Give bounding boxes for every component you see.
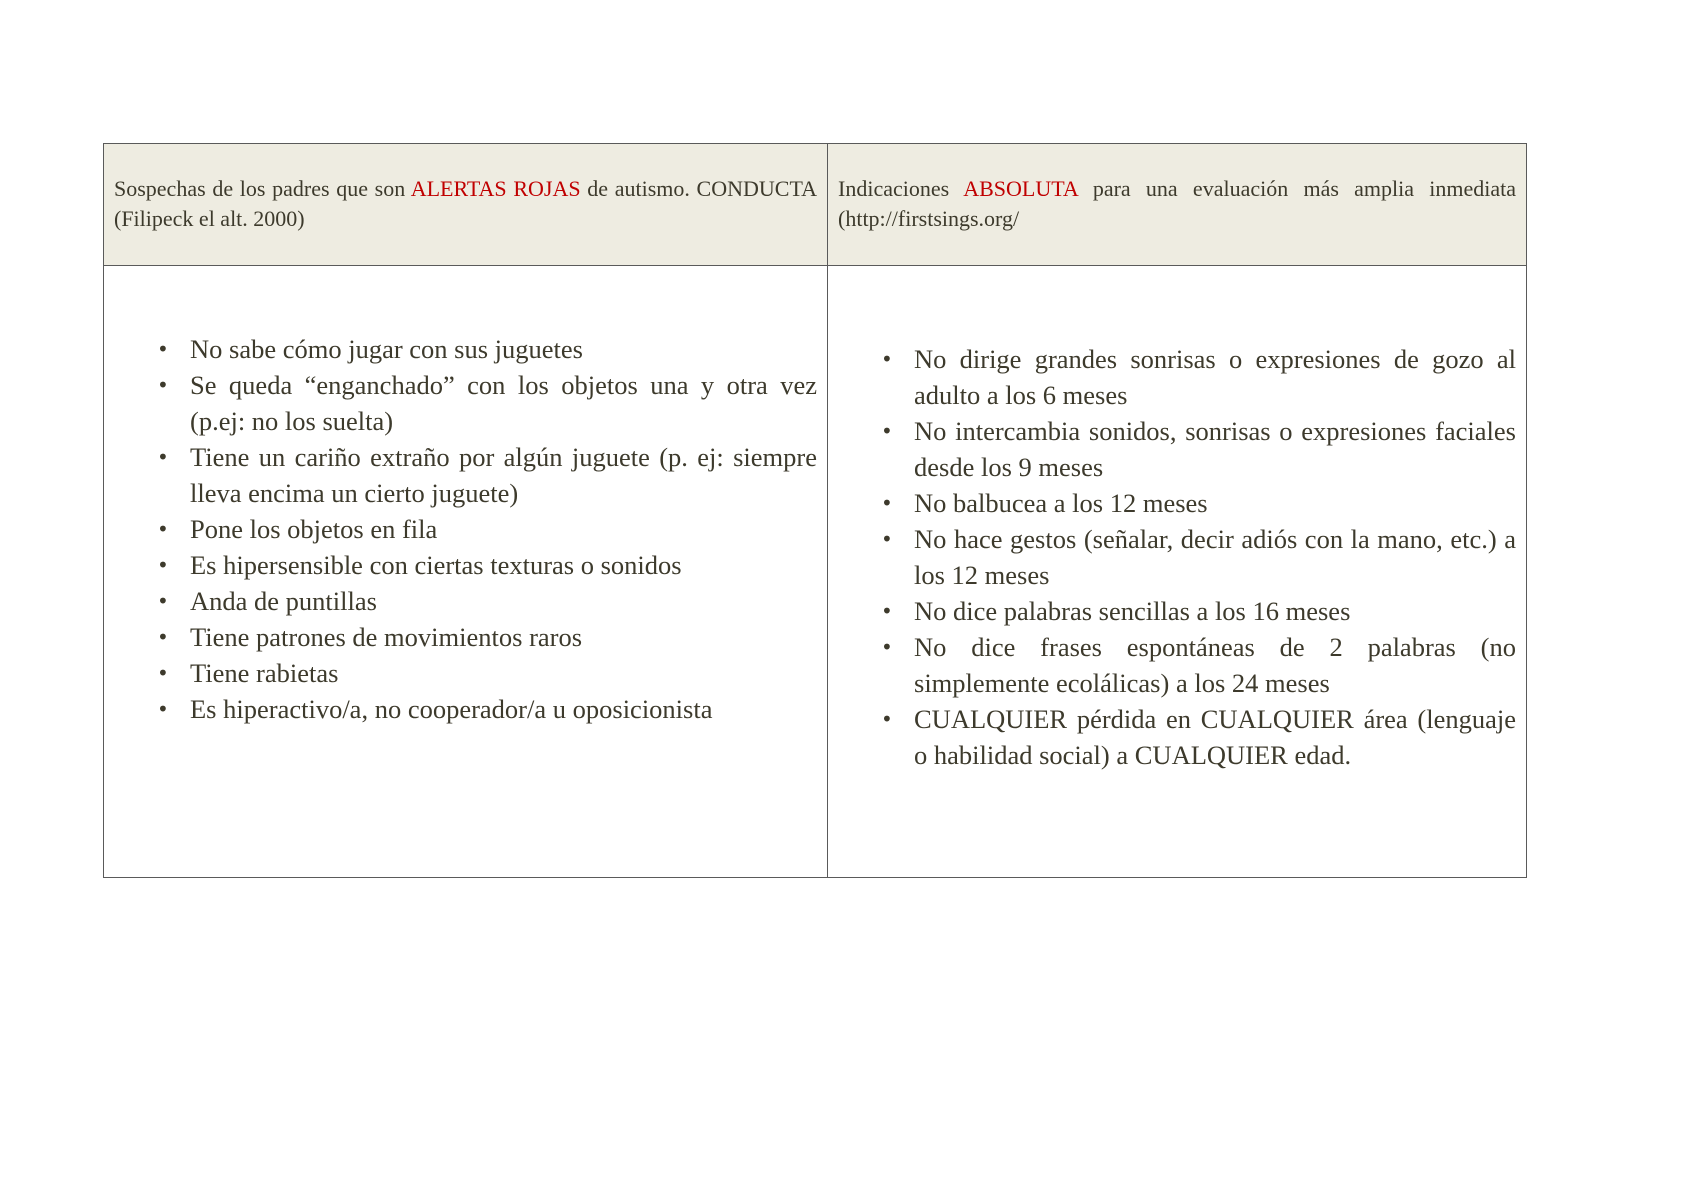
list-item [838, 485, 1516, 521]
bullet-icon: • [881, 527, 893, 551]
list-item [114, 691, 817, 727]
bullet-icon: • [157, 589, 169, 613]
list-item [838, 701, 1516, 773]
list-item-text: Pone los objetos en fila [190, 514, 438, 544]
list-item-text: Anda de puntillas [190, 586, 377, 616]
red-flags-table [103, 143, 1527, 878]
header-right-text [838, 174, 1516, 234]
behavior-list [114, 331, 817, 727]
header-cell-absolute-indications [828, 144, 1527, 266]
list-item-text: No dice palabras sencillas a los 16 meses [914, 596, 1351, 626]
header-right-after: para una evaluación más amplia inmediata (http://firstsings.org/ [838, 176, 1516, 231]
list-item [838, 593, 1516, 629]
list-item [114, 331, 817, 367]
list-item-text: Tiene rabietas [190, 658, 339, 688]
bullet-icon: • [157, 517, 169, 541]
list-item-text: No dirige grandes sonrisas o expresiones de gozo al adulto a los 6 meses [914, 344, 1516, 410]
bullet-icon: • [881, 419, 893, 443]
bullet-icon: • [881, 707, 893, 731]
bullet-icon: • [157, 661, 169, 685]
bullet-icon: • [157, 445, 169, 469]
bullet-icon: • [157, 697, 169, 721]
list-item [114, 511, 817, 547]
bullet-icon: • [157, 373, 169, 397]
bullet-icon: • [881, 599, 893, 623]
list-item [114, 547, 817, 583]
bullet-icon: • [881, 635, 893, 659]
header-cell-parent-suspicions [104, 144, 828, 266]
list-item [114, 583, 817, 619]
list-item [838, 413, 1516, 485]
list-item-text: No sabe cómo jugar con sus juguetes [190, 334, 583, 364]
table-body-row [104, 266, 1527, 878]
header-left-before: Sospechas de los padres que son [114, 176, 411, 201]
list-item-text: Tiene patrones de movimientos raros [190, 622, 583, 652]
bullet-icon: • [157, 553, 169, 577]
list-item [114, 619, 817, 655]
body-cell-indications-list [828, 266, 1527, 878]
list-item-text: CUALQUIER pérdida en CUALQUIER área (lenguaje o habilidad social) a CUALQUIER edad. [914, 704, 1516, 770]
alertas-rojas-highlight: ALERTAS ROJAS [410, 176, 581, 201]
absoluta-highlight: ABSOLUTA [963, 176, 1078, 201]
list-item [838, 521, 1516, 593]
header-left-text [114, 174, 817, 234]
list-item [114, 655, 817, 691]
header-left-after: de autismo. CONDUCTA (Filipeck el alt. 2000) [114, 176, 818, 231]
list-item-text: No hace gestos (señalar, decir adiós con la mano, etc.) a los 12 meses [914, 524, 1516, 590]
list-item-text: Tiene un cariño extraño por algún juguete (p. ej: siempre lleva encima un cierto juguete) [190, 442, 817, 508]
list-item-text: No intercambia sonidos, sonrisas o expresiones faciales desde los 9 meses [914, 416, 1516, 482]
list-item-text: No balbucea a los 12 meses [914, 488, 1208, 518]
bullet-icon: • [881, 347, 893, 371]
list-item-text: Se queda “enganchado” con los objetos una y otra vez (p.ej: no los suelta) [190, 370, 817, 436]
list-item [114, 439, 817, 511]
list-item-text: No dice frases espontáneas de 2 palabras (no simplemente ecolálicas) a los 24 meses [914, 632, 1516, 698]
header-right-before: Indicaciones [838, 176, 964, 201]
list-item-text: Es hiperactivo/a, no cooperador/a u oposicionista [190, 694, 713, 724]
body-cell-behavior-list [104, 266, 828, 878]
bullet-icon: • [157, 625, 169, 649]
list-item [838, 341, 1516, 413]
list-item [114, 367, 817, 439]
list-item-text: Es hipersensible con ciertas texturas o sonidos [190, 550, 682, 580]
bullet-icon: • [881, 491, 893, 515]
bullet-icon: • [157, 337, 169, 361]
table-header-row [104, 144, 1527, 266]
indications-list [838, 341, 1516, 773]
list-item [838, 629, 1516, 701]
